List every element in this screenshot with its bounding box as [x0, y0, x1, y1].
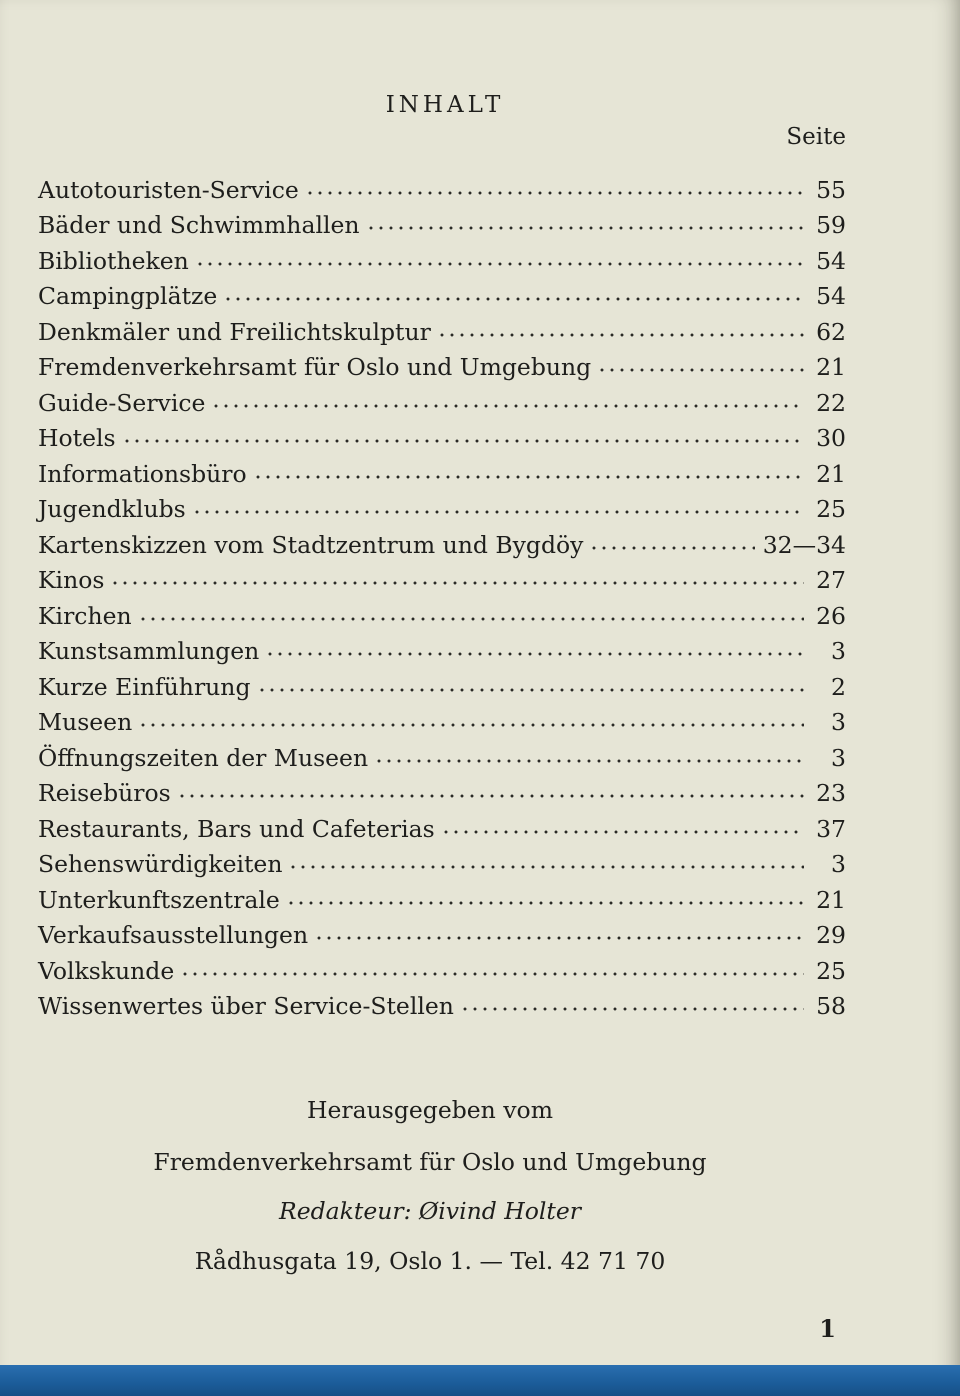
dot-leader: [138, 722, 804, 728]
dot-leader: [366, 225, 804, 231]
toc-entry: [38, 204, 846, 240]
toc-entry-page: 58: [816, 992, 846, 1020]
dot-leader: [437, 332, 804, 338]
toc-entry: [38, 985, 846, 1021]
page-column-header: Seite: [786, 124, 846, 150]
toc-entry-page: 23: [816, 779, 846, 807]
toc-entry-label: Kurze Einführung: [38, 672, 251, 701]
dot-leader: [286, 900, 804, 906]
toc-entry-label: Unterkunftszentrale: [38, 885, 280, 914]
dot-leader: [253, 474, 804, 480]
dot-leader: [110, 580, 804, 586]
toc-entry: [38, 949, 846, 985]
editor-line: Redakteur: Øivind Holter: [279, 1197, 581, 1225]
toc-entry-label: Jugendklubs: [38, 495, 186, 523]
toc-entry-page: 62: [816, 317, 846, 346]
dot-leader: [177, 793, 804, 799]
toc-entry-page: 3: [831, 850, 846, 878]
toc-entry-page: 21: [816, 459, 846, 488]
toc-entry: [38, 807, 846, 843]
dot-leader: [589, 545, 754, 551]
toc-entry-label: Kunstsammlungen: [38, 637, 260, 665]
toc-entry: [38, 310, 846, 346]
toc-entry-page: 54: [816, 282, 846, 310]
toc-entry-page: 55: [816, 175, 846, 204]
dot-leader: [441, 829, 804, 835]
toc-entry-label: Denkmäler und Freilichtskulptur: [38, 317, 431, 346]
toc-entry: [38, 772, 846, 808]
toc-entry: [38, 878, 846, 914]
toc-entry-label: Öffnungszeiten der Museen: [38, 743, 369, 772]
toc-entry-label: Restaurants, Bars und Cafeterias: [38, 814, 435, 843]
toc-entry-label: Hotels: [38, 424, 116, 452]
toc-entry-label: Kinos: [38, 566, 105, 594]
toc-entry: [38, 630, 846, 666]
page-number: 1: [819, 1314, 836, 1343]
toc-entry-page: 54: [816, 246, 846, 275]
toc-entry-page: 21: [816, 353, 846, 381]
toc-entry: [38, 559, 846, 595]
toc-entry-page: 30: [816, 424, 846, 452]
toc-entry: [38, 736, 846, 772]
toc-entry-page: 32—34: [762, 530, 846, 559]
dot-leader: [257, 687, 805, 693]
publisher-organization: Fremdenverkehrsamt für Oslo und Umgebung: [153, 1148, 707, 1176]
toc-entry-page: 59: [816, 211, 846, 239]
dot-leader: [180, 971, 804, 977]
dot-leader: [597, 367, 804, 373]
toc-entry: [38, 523, 846, 559]
toc-entry-page: 3: [831, 743, 846, 772]
toc-entry: [38, 914, 846, 950]
toc-entry-label: Wissenwertes über Service-Stellen: [38, 992, 454, 1020]
toc-entry: [38, 452, 846, 488]
toc-entry: [38, 168, 846, 204]
dot-leader: [122, 438, 804, 444]
toc-entry-page: 29: [816, 921, 846, 949]
page-title: INHALT: [385, 92, 505, 118]
toc-entry-page: 37: [816, 814, 846, 843]
toc-entry: [38, 417, 846, 453]
dot-leader: [265, 651, 804, 657]
toc-entry-label: Guide-Service: [38, 388, 206, 417]
dot-leader: [314, 935, 804, 941]
toc-entry: [38, 346, 846, 382]
toc-entry-page: 3: [831, 708, 846, 736]
toc-entry-page: 25: [816, 956, 846, 985]
toc-entry: [38, 488, 846, 524]
toc-entry-label: Fremdenverkehrsamt für Oslo und Umgebung: [38, 353, 592, 381]
toc-entry-label: Autotouristen-Service: [38, 175, 299, 204]
background-cloth: [0, 1365, 960, 1396]
toc-entry-page: 21: [816, 885, 846, 914]
toc-entry-label: Volkskunde: [38, 956, 175, 985]
toc-entry-label: Kirchen: [38, 601, 132, 630]
toc-entry-page: 2: [831, 672, 846, 701]
toc-entry-page: 27: [816, 566, 846, 594]
dot-leader: [288, 864, 804, 870]
toc-entry: [38, 843, 846, 879]
toc-entry-label: Kartenskizzen vom Stadtzentrum und Bygdöy: [38, 530, 584, 559]
toc-entry-label: Reisebüros: [38, 779, 171, 807]
toc-entry: [38, 701, 846, 737]
toc-entry-label: Bäder und Schwimmhallen: [38, 211, 360, 239]
toc-entry-label: Bibliotheken: [38, 246, 189, 275]
dot-leader: [223, 296, 804, 302]
toc-entry: [38, 665, 846, 701]
dot-leader: [192, 509, 804, 515]
toc-entry-page: 25: [816, 495, 846, 523]
publisher-line: Herausgegeben vom: [306, 1096, 553, 1124]
toc-entry-label: Museen: [38, 708, 133, 736]
dot-leader: [305, 190, 804, 196]
toc-entry-label: Campingplätze: [38, 282, 218, 310]
dot-leader: [195, 261, 804, 267]
toc-entry: [38, 381, 846, 417]
dot-leader: [374, 758, 804, 764]
toc-entry-page: 26: [816, 601, 846, 630]
address-line: Rådhusgata 19, Oslo 1. — Tel. 42 71 70: [194, 1247, 666, 1275]
dot-leader: [211, 403, 804, 409]
toc-entry-label: Sehenswürdigkeiten: [38, 850, 283, 878]
toc-entry: [38, 275, 846, 311]
toc-entry-page: 22: [816, 388, 846, 417]
toc-entry-label: Verkaufsausstellungen: [38, 921, 309, 949]
toc-entry: [38, 594, 846, 630]
dot-leader: [138, 616, 804, 622]
toc-entry-page: 3: [831, 637, 846, 665]
table-of-contents: [38, 168, 846, 1020]
toc-entry: [38, 239, 846, 275]
toc-entry-label: Informationsbüro: [38, 459, 247, 488]
dot-leader: [460, 1006, 804, 1012]
